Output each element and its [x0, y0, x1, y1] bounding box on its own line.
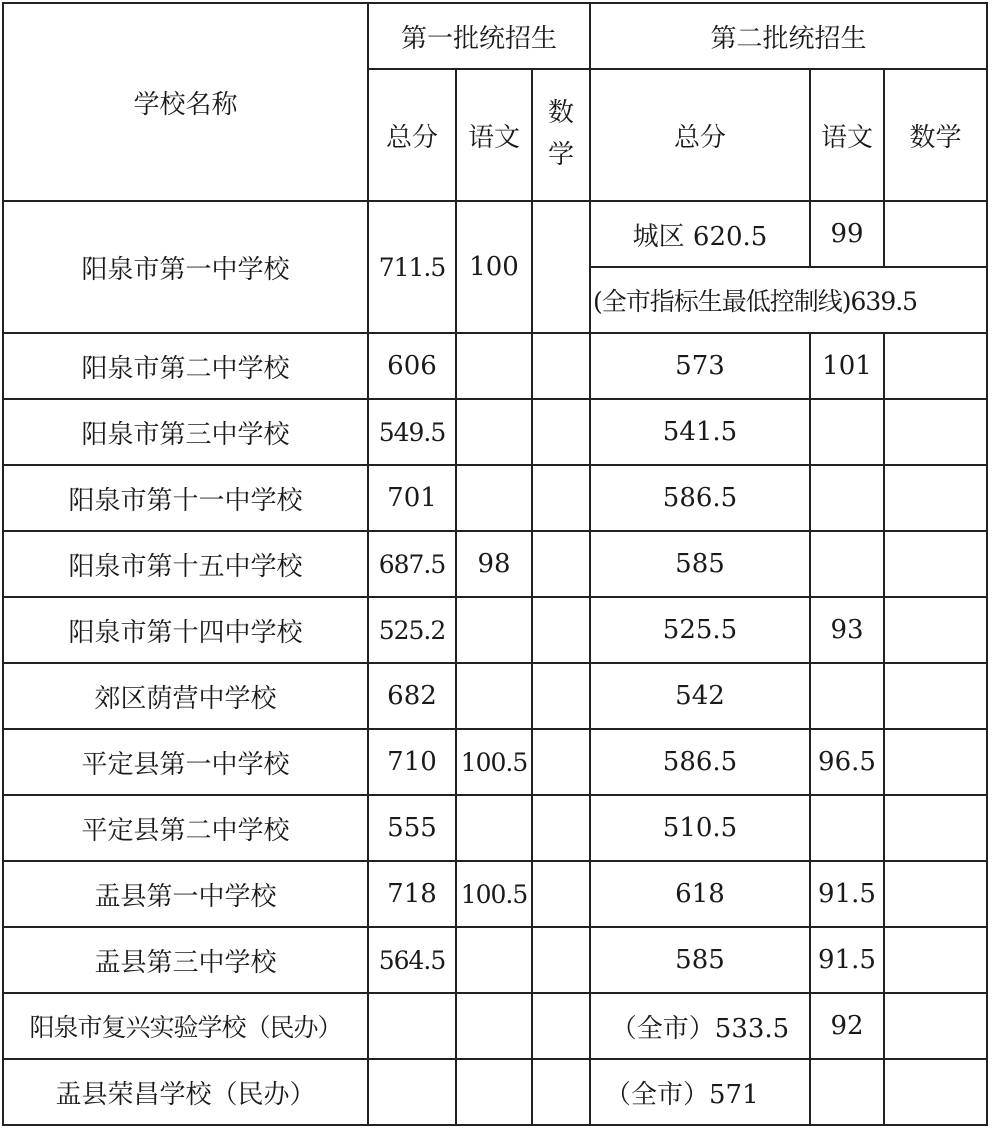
school-name: 平定县第二中学校	[3, 795, 368, 861]
batch1-chinese	[456, 663, 532, 729]
batch2-chinese-header: 语文	[810, 69, 884, 201]
batch2-chinese	[810, 663, 884, 729]
school-name: 盂县荣昌学校（民办）	[3, 1059, 368, 1125]
batch2-total: 525.5	[590, 597, 810, 663]
batch1-chinese: 100.5	[456, 729, 532, 795]
table-row	[3, 465, 987, 531]
batch2-chinese: 91.5	[810, 927, 884, 993]
batch1-chinese-header: 语文	[456, 69, 532, 201]
batch2-math	[884, 927, 987, 993]
batch2-math	[884, 465, 987, 531]
batch2-chinese	[810, 1059, 884, 1125]
batch1-total: 718	[368, 861, 456, 927]
table-row	[3, 1059, 987, 1125]
batch2-math	[884, 795, 987, 861]
batch1-math	[532, 597, 590, 663]
batch2-math	[884, 729, 987, 795]
batch1-total	[368, 1059, 456, 1125]
batch2-total: （全市）533.5	[590, 993, 810, 1059]
batch1-total: 682	[368, 663, 456, 729]
batch2-math	[884, 531, 987, 597]
batch2-total: 586.5	[590, 465, 810, 531]
batch2-chinese: 92	[810, 993, 884, 1059]
batch2-note: (全市指标生最低控制线)639.5	[590, 267, 987, 333]
batch1-math	[532, 531, 590, 597]
batch2-math	[884, 201, 987, 267]
table-row	[3, 861, 987, 927]
batch2-math-header: 数学	[884, 69, 987, 201]
batch2-chinese: 91.5	[810, 861, 884, 927]
table-row	[3, 993, 987, 1059]
batch1-math	[532, 795, 590, 861]
batch1-math-header	[532, 69, 590, 201]
school-name: 阳泉市第三中学校	[3, 399, 368, 465]
school-name: 平定县第一中学校	[3, 729, 368, 795]
batch1-math	[532, 1059, 590, 1125]
table-row	[3, 399, 987, 465]
batch1-chinese	[456, 993, 532, 1059]
batch2-chinese: 96.5	[810, 729, 884, 795]
table-row	[3, 531, 987, 597]
batch1-total	[368, 993, 456, 1059]
batch2-math	[884, 663, 987, 729]
batch1-chinese	[456, 927, 532, 993]
batch1-chinese	[456, 333, 532, 399]
batch1-chinese	[456, 1059, 532, 1125]
school-name: 阳泉市第十一中学校	[3, 465, 368, 531]
batch1-total: 555	[368, 795, 456, 861]
table-row	[3, 201, 987, 267]
batch2-chinese	[810, 465, 884, 531]
batch2-total: 城区 620.5	[590, 201, 810, 267]
school-name: 盂县第三中学校	[3, 927, 368, 993]
batch2-total: （全市）571	[590, 1059, 810, 1125]
table-row	[3, 795, 987, 861]
school-name: 盂县第一中学校	[3, 861, 368, 927]
school-name: 郊区荫营中学校	[3, 663, 368, 729]
batch2-total: 542	[590, 663, 810, 729]
batch2-total: 510.5	[590, 795, 810, 861]
school-name: 阳泉市第一中学校	[3, 201, 368, 333]
batch2-chinese	[810, 795, 884, 861]
batch2-total: 618	[590, 861, 810, 927]
batch1-total-header: 总分	[368, 69, 456, 201]
batch1-math	[532, 729, 590, 795]
batch1-math	[532, 201, 590, 333]
batch2-total: 585	[590, 927, 810, 993]
batch1-math	[532, 465, 590, 531]
batch2-math	[884, 861, 987, 927]
batch2-total: 586.5	[590, 729, 810, 795]
batch2-chinese: 101	[810, 333, 884, 399]
table-row	[3, 333, 987, 399]
batch1-chinese	[456, 465, 532, 531]
school-name: 阳泉市第十五中学校	[3, 531, 368, 597]
school-name: 阳泉市复兴实验学校（民办）	[3, 993, 368, 1059]
batch2-total: 541.5	[590, 399, 810, 465]
batch2-math	[884, 993, 987, 1059]
batch1-total: 687.5	[368, 531, 456, 597]
batch1-total: 606	[368, 333, 456, 399]
batch1-total: 525.2	[368, 597, 456, 663]
batch2-math	[884, 597, 987, 663]
batch2-chinese	[810, 531, 884, 597]
batch2-math	[884, 1059, 987, 1125]
batch1-chinese: 100.5	[456, 861, 532, 927]
batch1-total: 710	[368, 729, 456, 795]
batch1-total: 701	[368, 465, 456, 531]
school-name-header: 学校名称	[3, 3, 368, 201]
admission-score-table	[2, 2, 988, 1126]
table-row	[3, 729, 987, 795]
batch1-math-header-text: 数学	[547, 98, 574, 170]
batch2-total: 585	[590, 531, 810, 597]
batch1-math	[532, 993, 590, 1059]
batch2-chinese: 99	[810, 201, 884, 267]
batch1-chinese: 98	[456, 531, 532, 597]
batch1-chinese	[456, 597, 532, 663]
batch1-chinese	[456, 795, 532, 861]
batch1-math	[532, 861, 590, 927]
batch1-math	[532, 333, 590, 399]
table-row	[3, 597, 987, 663]
batch2-math	[884, 333, 987, 399]
batch2-chinese	[810, 399, 884, 465]
batch1-total: 549.5	[368, 399, 456, 465]
batch1-total: 711.5	[368, 201, 456, 333]
batch2-total-header: 总分	[590, 69, 810, 201]
batch2-chinese: 93	[810, 597, 884, 663]
batch2-total: 573	[590, 333, 810, 399]
batch1-total: 564.5	[368, 927, 456, 993]
school-name: 阳泉市第二中学校	[3, 333, 368, 399]
batch2-header: 第二批统招生	[590, 3, 987, 69]
school-name: 阳泉市第十四中学校	[3, 597, 368, 663]
batch1-chinese	[456, 399, 532, 465]
table-row	[3, 663, 987, 729]
batch1-math	[532, 399, 590, 465]
batch1-math	[532, 663, 590, 729]
batch1-math	[532, 927, 590, 993]
batch2-math	[884, 399, 987, 465]
header-row-1	[3, 3, 987, 69]
table-row	[3, 927, 987, 993]
batch1-chinese: 100	[456, 201, 532, 333]
batch1-header: 第一批统招生	[368, 3, 590, 69]
